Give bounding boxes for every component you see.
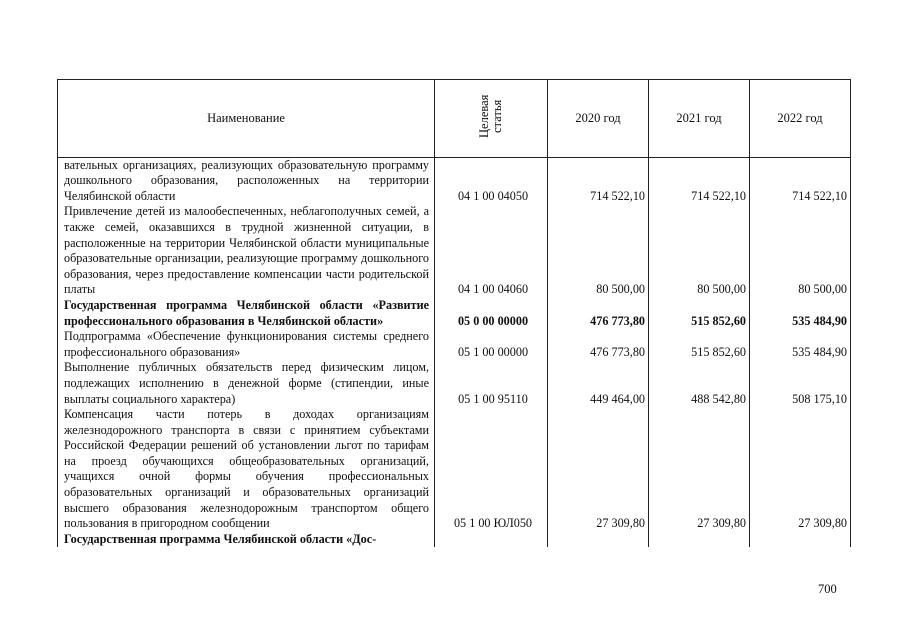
- row-2021: 515 852,60: [649, 298, 750, 329]
- table-row: [58, 204, 851, 298]
- row-2020: 27 309,80: [548, 407, 649, 532]
- row-name: Подпрограмма «Обеспечение функционирования системы среднего профессионального образования»: [58, 329, 435, 360]
- row-code: 05 1 00 00000: [435, 329, 548, 360]
- row-2021: 488 542,80: [649, 360, 750, 407]
- row-2022: 535 484,90: [750, 329, 851, 360]
- row-2022: [750, 532, 851, 548]
- row-code: 04 1 00 04050: [435, 157, 548, 204]
- row-2022: 27 309,80: [750, 407, 851, 532]
- row-code: 05 1 00 ЮЛ050: [435, 407, 548, 532]
- row-2022: 535 484,90: [750, 298, 851, 329]
- row-name: Привлечение детей из малообеспеченных, неблагополучных семей, а также семей, оказавшихся в трудной жизненной ситуации, в расположенные на территории Челябинской области муниципальные образовательные организации, реализующие программу дошкольного образования, через предоставление компенсации части родительской платы: [58, 204, 435, 298]
- row-2020: 476 773,80: [548, 329, 649, 360]
- row-2022: 714 522,10: [750, 157, 851, 204]
- row-2022: 508 175,10: [750, 360, 851, 407]
- row-2020: [548, 532, 649, 548]
- budget-table: [57, 79, 851, 547]
- row-code: 05 1 00 95110: [435, 360, 548, 407]
- row-2021: 714 522,10: [649, 157, 750, 204]
- row-code: 04 1 00 04060: [435, 204, 548, 298]
- row-name: Компенсация части потерь в доходах организациям железнодорожного транспорта в связи с принятием субъектами Российской Федерации решений об установлении льгот по тарифам на проезд обучающихся общеобразовательных организаций, учащихся очной формы обучения профессиональных образовательных организаций и образовательных организаций высшего образования железнодорожным транспортом общего пользования в пригородном сообщении: [58, 407, 435, 532]
- header-2020: 2020 год: [548, 80, 649, 158]
- table-header-row: [58, 80, 851, 158]
- row-2021: 80 500,00: [649, 204, 750, 298]
- row-name: вательных организациях, реализующих образовательную программу дошкольного образования, расположенных на территории Челябинской области: [58, 157, 435, 204]
- row-2022: 80 500,00: [750, 204, 851, 298]
- row-2020: 80 500,00: [548, 204, 649, 298]
- table-row-program: [58, 532, 851, 548]
- table-row-program: [58, 298, 851, 329]
- row-2021: 27 309,80: [649, 407, 750, 532]
- table-row: [58, 407, 851, 532]
- row-name: Государственная программа Челябинской области «Развитие профессионального образования в Челябинской области»: [58, 298, 435, 329]
- table-row: [58, 329, 851, 360]
- row-2021: [649, 532, 750, 548]
- row-code: [435, 532, 548, 548]
- row-name: Выполнение публичных обязательств перед физическим лицом, подлежащих исполнению в денежной форме (стипендии, иные выплаты социального характера): [58, 360, 435, 407]
- row-code: 05 0 00 00000: [435, 298, 548, 329]
- row-2020: 476 773,80: [548, 298, 649, 329]
- table-row: [58, 157, 851, 204]
- row-2021: 515 852,60: [649, 329, 750, 360]
- table-body: [58, 157, 851, 547]
- page-number: 700: [818, 582, 837, 596]
- header-code-label: Целевая статья: [477, 94, 504, 138]
- header-2021: 2021 год: [649, 80, 750, 158]
- header-code: [435, 80, 548, 158]
- header-2022: 2022 год: [750, 80, 851, 158]
- table-row: [58, 360, 851, 407]
- row-name: Государственная программа Челябинской области «Дос-: [58, 532, 435, 548]
- row-2020: 449 464,00: [548, 360, 649, 407]
- header-name: Наименование: [58, 80, 435, 158]
- row-2020: 714 522,10: [548, 157, 649, 204]
